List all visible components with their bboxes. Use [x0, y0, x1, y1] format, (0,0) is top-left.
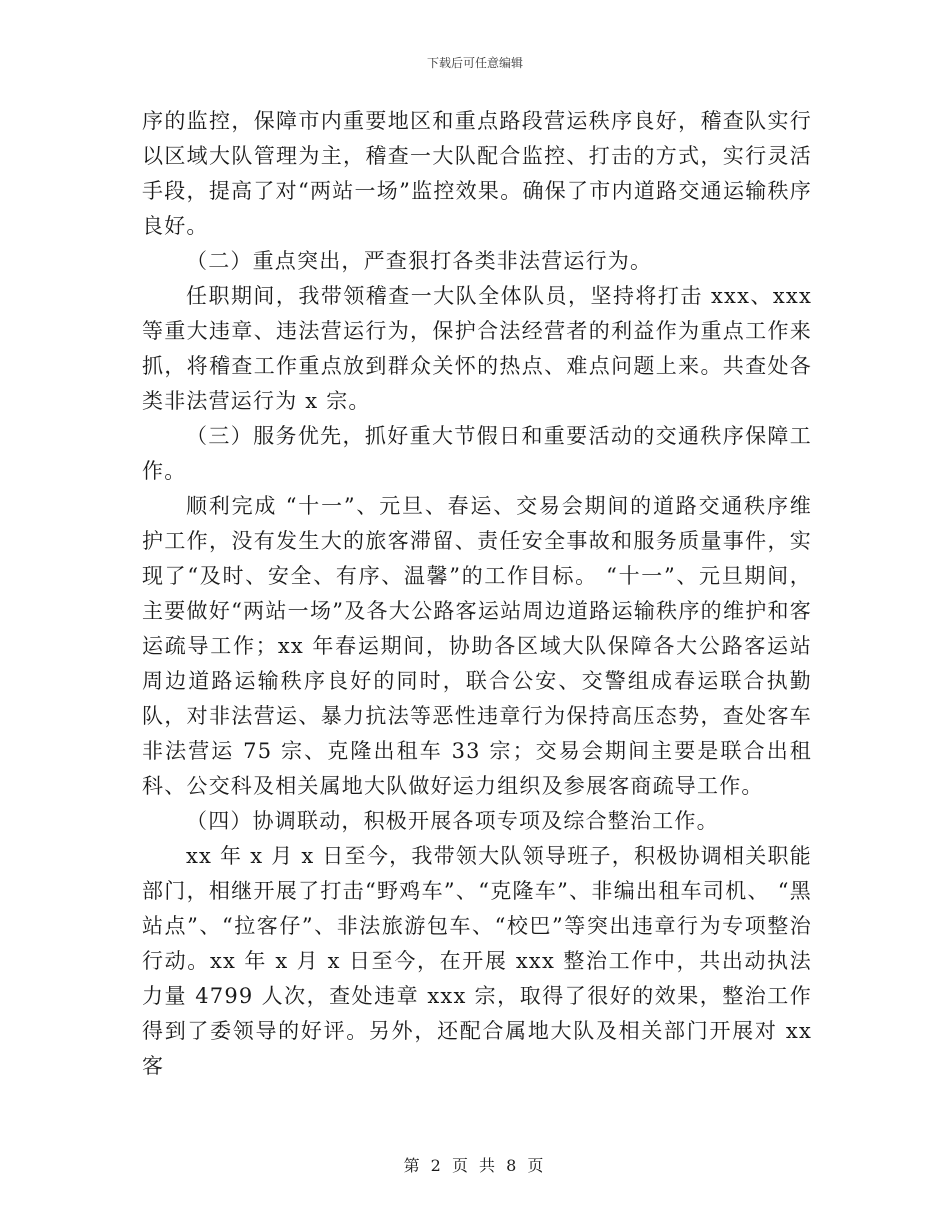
section-heading-3: （三）服务优先，抓好重大节假日和重要活动的交通秩序保障工作。 [142, 424, 812, 483]
document-body [142, 104, 812, 1084]
paragraph-continuation: 序的监控，保障市内重要地区和重点路段营运秩序良好，稽查队实行以区域大队管理为主，稽查一大队配合监控、打击的方式，实行灵活手段，提高了对“两站一场”监控效果。确保了市内道路交通运输秩序良好。 [142, 109, 812, 238]
page-header: 下载后可任意编辑 [426, 56, 523, 70]
paragraph-joint-actions: xx 年 x 月 x 日至今，我带领大队领导班子，积极协调相关职能部门，相继开展了打击“野鸡车”、“克隆车”、非编出租车司机、 “黑站点”、“拉客仔”、非法旅游包车、“校巴”等突出违章行为专项整治行动。xx 年 x 月 x 日至今，在开展 xxx 整治工作中，共出动执法力量 4799 人次，查处违章 xxx 宗，取得了很好的效果，整治工作得到了委领导的好评。另外，还配合属地大队及相关部门开展对 xx 客 [142, 844, 812, 1078]
page-number: 第 2 页 共 8 页 [403, 1156, 547, 1175]
section-heading-4: （四）协调联动，积极开展各项专项及综合整治工作。 [186, 809, 719, 833]
section-heading-2: （二）重点突出，严查狠打各类非法营运行为。 [186, 249, 653, 273]
paragraph-holiday-service: 顺利完成 “十一”、元旦、春运、交易会期间的道路交通秩序维护工作，没有发生大的旅客滞留、责任安全事故和服务质量事件，实现了“及时、安全、有序、温馨”的工作目标。 “十一”、元旦期间，主要做好“两站一场”及各大公路客运站周边道路运输秩序的维护和客运疏导工作；xx 年春运期间，协助各区域大队保障各大公路客运站周边道路运输秩序良好的同时，联合公安、交警组成春运联合执勤队，对非法营运、暴力抗法等恶性违章行为保持高压态势，查处客车非法营运 75 宗、克隆出租车 33 宗；交易会期间主要是联合出租科、公交科及相关属地大队做好运力组织及参展客商疏导工作。 [142, 494, 812, 798]
paragraph-enforcement: 任职期间，我带领稽查一大队全体队员，坚持将打击 xxx、xxx 等重大违章、违法营运行为，保护合法经营者的利益作为重点工作来抓，将稽查工作重点放到群众关怀的热点、难点问题上来。共查处各类非法营运行为 x 宗。 [142, 284, 812, 413]
